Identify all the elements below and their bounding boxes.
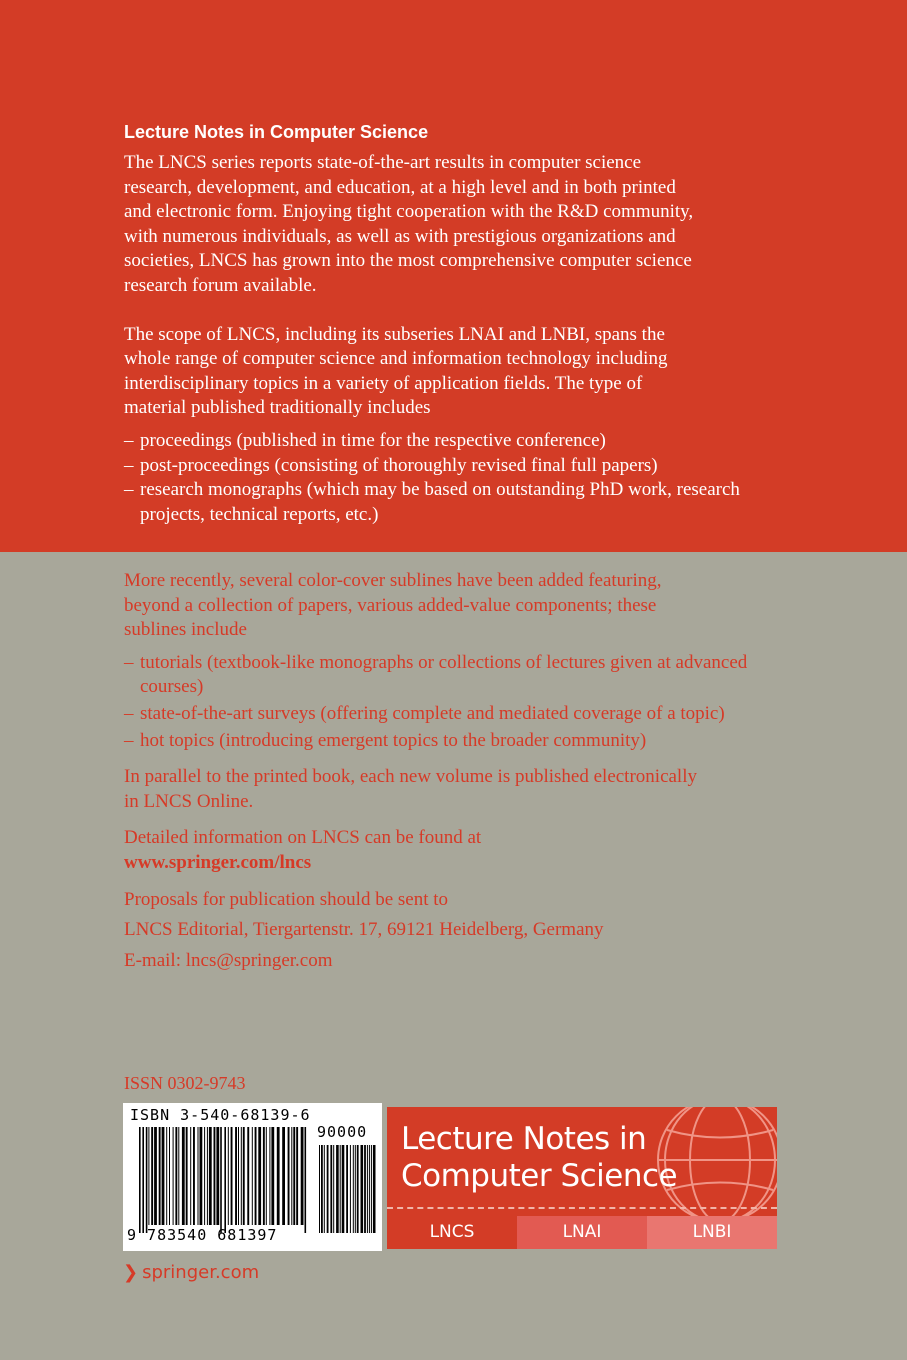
list-item: – post-proceedings (consisting of thoroughly revised final full papers)	[124, 454, 804, 479]
issn-number: ISSN 0302-9743	[124, 1073, 246, 1093]
sublines-section	[124, 569, 804, 973]
online-paragraph	[124, 765, 804, 814]
text-line: and electronic form. Enjoying tight cooperation with the R&D community,	[124, 201, 694, 223]
text-line: interdisciplinary topics in a variety of application fields. The type of	[124, 372, 643, 394]
logo-title-line: Computer Science	[401, 1158, 678, 1194]
intro-section	[124, 119, 804, 527]
list-item: – research monographs (which may be based on outstanding PhD work, research projects, technical reports, etc.)	[124, 478, 804, 527]
proposals-text: Proposals for publication should be sent to	[124, 888, 449, 910]
text-line: research forum available.	[124, 274, 317, 296]
addon-code: 90000	[317, 1123, 368, 1141]
subseries-tabs	[387, 1216, 777, 1249]
sublines-paragraph	[124, 569, 804, 643]
publisher-link[interactable]	[123, 1262, 259, 1283]
intro-paragraph	[124, 151, 804, 299]
ean-number: 9 783540 681397	[127, 1226, 278, 1244]
text-line: The scope of LNCS, including its subseries LNAI and LNBI, spans the	[124, 323, 665, 345]
tab-lncs: LNCS	[387, 1216, 517, 1249]
scope-paragraph	[124, 323, 804, 421]
logo-title-line: Lecture Notes in	[401, 1121, 647, 1157]
chevron-right-icon: ❯	[123, 1262, 139, 1283]
barcode	[123, 1103, 382, 1251]
material-list	[124, 429, 804, 527]
section-heading: Lecture Notes in Computer Science	[124, 122, 429, 142]
text-line: beyond a collection of papers, various added-value components; these	[124, 594, 657, 616]
website-link[interactable]: www.springer.com/lncs	[124, 851, 312, 873]
email-text: E-mail: lncs@springer.com	[124, 949, 333, 971]
logo-title	[401, 1121, 677, 1195]
info-text: Detailed information on LNCS can be found at	[124, 827, 482, 849]
sublines-list	[124, 651, 804, 753]
text-line: in LNCS Online.	[124, 790, 254, 812]
text-line: In parallel to the printed book, each new volume is published electronically	[124, 766, 697, 788]
divider	[387, 1207, 777, 1209]
list-item: – tutorials (textbook-like monographs or collections of lectures given at advanced courses)	[124, 651, 804, 700]
text-line: research, development, and education, at a high level and in both printed	[124, 176, 676, 198]
list-item: – state-of-the-art surveys (offering complete and mediated coverage of a topic)	[124, 702, 804, 727]
list-item: – proceedings (published in time for the respective conference)	[124, 429, 804, 454]
tab-lnbi: LNBI	[647, 1216, 777, 1249]
text-line: More recently, several color-cover sublines have been added featuring,	[124, 570, 662, 591]
isbn-text: ISBN 3-540-68139-6	[130, 1106, 311, 1124]
text-line: The LNCS series reports state-of-the-art results in computer science	[124, 152, 642, 173]
text-line: material published traditionally includes	[124, 397, 431, 419]
lncs-logo	[387, 1107, 777, 1249]
text-line: with numerous individuals, as well as with prestigious organizations and	[124, 225, 676, 247]
tab-lnai: LNAI	[517, 1216, 647, 1249]
info-paragraph	[124, 826, 804, 875]
list-item: – hot topics (introducing emergent topics to the broader community)	[124, 729, 804, 754]
text-line: societies, LNCS has grown into the most comprehensive computer science	[124, 250, 692, 272]
publisher-site: springer.com	[142, 1262, 260, 1283]
address-text: LNCS Editorial, Tiergartenstr. 17, 69121 Heidelberg, Germany	[124, 919, 604, 941]
text-line: whole range of computer science and information technology including	[124, 348, 668, 370]
text-line: sublines include	[124, 619, 247, 641]
